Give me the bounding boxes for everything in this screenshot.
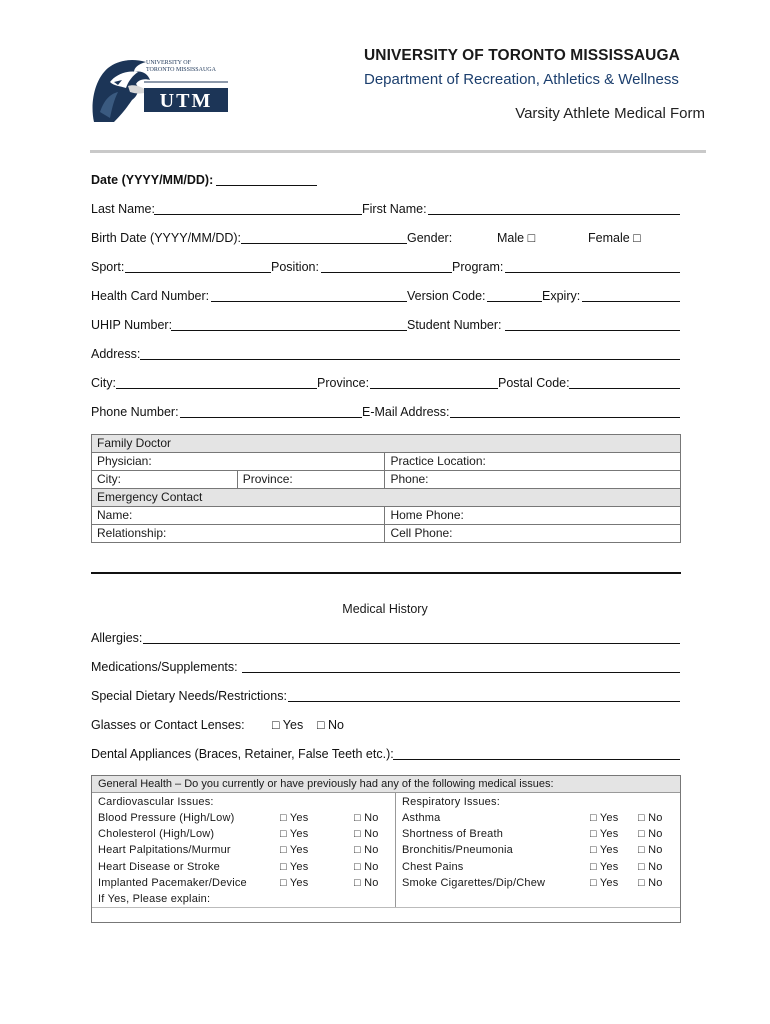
allergies-label: Allergies:	[91, 631, 143, 645]
version-code-label: Version Code:	[407, 289, 486, 303]
physician-cell[interactable]: Physician:	[92, 453, 385, 471]
cardio-no-checkbox[interactable]: □ No	[354, 877, 379, 889]
emergency-contact-heading: Emergency Contact	[92, 489, 681, 507]
province-label: Province:	[317, 376, 370, 390]
general-health-header: General Health – Do you currently or have previously had any of the following medical issues:	[92, 776, 680, 793]
cardio-no-checkbox[interactable]: □ No	[354, 844, 379, 856]
version-code-field[interactable]	[487, 288, 542, 302]
glasses-yes-checkbox[interactable]: □ Yes	[272, 718, 304, 732]
department-name: Department of Recreation, Athletics & Wellness	[364, 71, 679, 88]
allergies-field[interactable]	[143, 630, 680, 644]
respiratory-heading: Respiratory Issues:	[402, 796, 500, 808]
section-divider	[91, 572, 681, 574]
health-card-label: Health Card Number:	[91, 289, 210, 303]
resp-yes-checkbox[interactable]: □ Yes	[590, 844, 619, 856]
postal-code-field[interactable]	[569, 375, 680, 389]
first-name-label: First Name:	[362, 202, 427, 216]
svg-text:UTM: UTM	[159, 90, 213, 112]
birth-date-label: Birth Date (YYYY/MM/DD):	[91, 231, 242, 245]
address-field[interactable]	[140, 346, 680, 360]
dietary-field[interactable]	[288, 688, 680, 702]
relationship-cell[interactable]: Relationship:	[92, 525, 385, 543]
cardio-yes-checkbox[interactable]: □ Yes	[280, 828, 309, 840]
birth-date-field[interactable]	[241, 230, 407, 244]
cardio-yes-checkbox[interactable]: □ Yes	[280, 877, 309, 889]
student-number-label: Student Number:	[407, 318, 502, 332]
resp-no-checkbox[interactable]: □ No	[638, 844, 663, 856]
university-name: UNIVERSITY OF TORONTO MISSISSAUGA	[364, 47, 680, 64]
cardio-no-checkbox[interactable]: □ No	[354, 861, 379, 873]
resp-item: Smoke Cigarettes/Dip/Chew	[402, 877, 546, 889]
column-divider	[395, 793, 396, 907]
general-health-table	[91, 775, 681, 923]
dental-field[interactable]	[393, 746, 680, 760]
program-field[interactable]	[505, 259, 680, 273]
doctor-province-cell[interactable]: Province:	[237, 471, 385, 489]
uhip-field[interactable]	[171, 317, 407, 331]
doctor-phone-cell[interactable]: Phone:	[385, 471, 681, 489]
position-label: Position:	[271, 260, 319, 274]
last-name-label: Last Name:	[91, 202, 155, 216]
cardio-yes-checkbox[interactable]: □ Yes	[280, 844, 309, 856]
city-field[interactable]	[116, 375, 317, 389]
glasses-no-checkbox[interactable]: □ No	[317, 718, 345, 732]
glasses-label: Glasses or Contact Lenses:	[91, 718, 245, 732]
emergency-name-cell[interactable]: Name:	[92, 507, 385, 525]
cell-phone-cell[interactable]: Cell Phone:	[385, 525, 681, 543]
last-name-field[interactable]	[154, 201, 362, 215]
resp-item: Bronchitis/Pneumonia	[402, 844, 514, 856]
city-label: City:	[91, 376, 116, 390]
resp-no-checkbox[interactable]: □ No	[638, 877, 663, 889]
cardio-item: Heart Palpitations/Murmur	[98, 844, 231, 856]
expiry-field[interactable]	[582, 288, 680, 302]
gender-label: Gender:	[407, 231, 453, 245]
cardio-yes-checkbox[interactable]: □ Yes	[280, 812, 309, 824]
uhip-label: UHIP Number:	[91, 318, 173, 332]
cardio-item: Cholesterol (High/Low)	[98, 828, 215, 840]
resp-yes-checkbox[interactable]: □ Yes	[590, 828, 619, 840]
resp-item: Chest Pains	[402, 861, 464, 873]
utm-logo	[88, 52, 233, 128]
family-doctor-heading: Family Doctor	[92, 435, 681, 453]
resp-yes-checkbox[interactable]: □ Yes	[590, 877, 619, 889]
date-label: Date (YYYY/MM/DD):	[91, 173, 214, 187]
first-name-field[interactable]	[428, 201, 680, 215]
email-field[interactable]	[450, 404, 680, 418]
explain-label[interactable]: If Yes, Please explain:	[98, 893, 211, 905]
header-divider	[90, 150, 706, 153]
cardio-yes-checkbox[interactable]: □ Yes	[280, 861, 309, 873]
medications-label: Medications/Supplements:	[91, 660, 238, 674]
practice-location-cell[interactable]: Practice Location:	[385, 453, 681, 471]
address-label: Address:	[91, 347, 141, 361]
home-phone-cell[interactable]: Home Phone:	[385, 507, 681, 525]
cardio-item: Implanted Pacemaker/Device	[98, 877, 247, 889]
resp-yes-checkbox[interactable]: □ Yes	[590, 861, 619, 873]
program-label: Program:	[452, 260, 504, 274]
medications-field[interactable]	[242, 659, 680, 673]
dental-label: Dental Appliances (Braces, Retainer, False Teeth etc.):	[91, 747, 394, 761]
position-field[interactable]	[321, 259, 452, 273]
logo-text: UNIVERSITY OF TORONTO MISSISSAUGA	[146, 60, 216, 73]
medical-history-title: Medical History	[342, 602, 428, 616]
resp-no-checkbox[interactable]: □ No	[638, 828, 663, 840]
dietary-label: Special Dietary Needs/Restrictions:	[91, 689, 287, 703]
date-field[interactable]	[216, 172, 317, 186]
cardio-heading: Cardiovascular Issues:	[98, 796, 214, 808]
cardio-item: Heart Disease or Stroke	[98, 861, 220, 873]
cardio-item: Blood Pressure (High/Low)	[98, 812, 235, 824]
phone-label: Phone Number:	[91, 405, 179, 419]
postal-code-label: Postal Code:	[498, 376, 570, 390]
resp-no-checkbox[interactable]: □ No	[638, 861, 663, 873]
sport-field[interactable]	[125, 259, 271, 273]
doctor-city-cell[interactable]: City:	[92, 471, 238, 489]
resp-item: Asthma	[402, 812, 441, 824]
health-card-field[interactable]	[211, 288, 407, 302]
resp-no-checkbox[interactable]: □ No	[638, 812, 663, 824]
province-field[interactable]	[370, 375, 498, 389]
phone-field[interactable]	[180, 404, 362, 418]
resp-yes-checkbox[interactable]: □ Yes	[590, 812, 619, 824]
cardio-no-checkbox[interactable]: □ No	[354, 812, 379, 824]
row-divider	[92, 907, 680, 908]
form-title: Varsity Athlete Medical Form	[515, 105, 705, 122]
expiry-label: Expiry:	[542, 289, 581, 303]
male-checkbox[interactable]: Male □	[497, 231, 536, 245]
resp-item: Shortness of Breath	[402, 828, 504, 840]
student-number-field[interactable]	[505, 317, 680, 331]
sport-label: Sport:	[91, 260, 125, 274]
contacts-table	[91, 434, 681, 543]
female-checkbox[interactable]: Female □	[588, 231, 641, 245]
cardio-no-checkbox[interactable]: □ No	[354, 828, 379, 840]
email-label: E-Mail Address:	[362, 405, 450, 419]
